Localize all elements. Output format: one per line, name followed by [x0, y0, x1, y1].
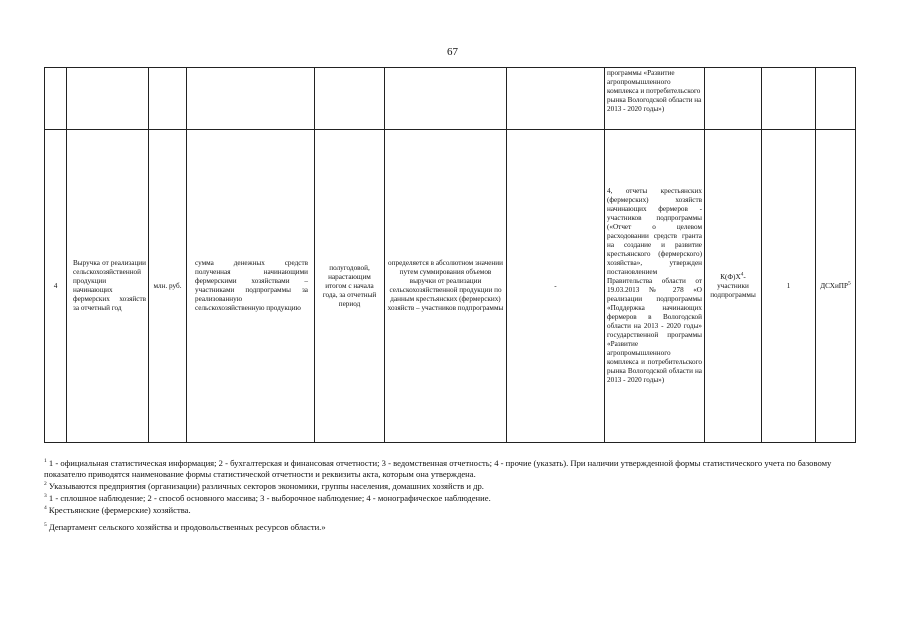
cell-code-empty — [762, 68, 816, 130]
cell-num-empty — [45, 68, 67, 130]
footnote-3 — [44, 493, 864, 504]
footnote-2-text: Указываются предприятия (организации) различных секторов экономики, группы населения, домашних хозяйств и др. — [46, 481, 484, 491]
indicators-table — [44, 67, 856, 443]
cell-basis-tail: программы «Развитие агропромышленного комплекса и потребительского рынка Вологодской области на 2013 - 2020 годы») — [605, 68, 705, 130]
cell-row-number: 4 — [45, 130, 67, 443]
cell-unit-empty — [149, 68, 187, 130]
cell-method-code: 1 — [762, 130, 816, 443]
cell-population — [705, 130, 762, 443]
footnote-1 — [44, 458, 864, 479]
cell-indicator-name: Выручка от реализации сельскохозяйственной продукции начинающих фермерских хозяйств за отчетный год — [67, 130, 149, 443]
cell-data-basis: 4, отчеты крестьянских (фермерских) хозяйств начинающих фермеров - участников подпрограммы («Отчет о целевом расходовании средств гранта на создание и развитие крестьянского (фермерского) хозяйства», утвержден постановлением Правительства области от 19.03.2013 № 278 «О реализации подпрограммы «Поддержка начинающих фермеров в Вологодской области на 2013 - 2020 годы» государственной программы «Развитие агропромышленного комплекса и потребительского рынка Вологодской области на 2013 - 2020 годы») — [605, 130, 705, 443]
responsible-text: ДСХиПР — [820, 281, 848, 290]
cell-definition: сумма денежных средств полученная начинающими фермерскими хозяйствами – участниками подпрограммы за реализованную сельскохозяйственную продукцию — [187, 130, 315, 443]
cell-responsible-empty — [816, 68, 856, 130]
footnote-5-marker: 5 — [44, 522, 47, 529]
footnote-5-text: Департамент сельского хозяйства и продовольственных ресурсов области.» — [46, 522, 326, 532]
footnote-2-marker: 2 — [44, 481, 47, 488]
responsible-footnote-ref: 5 — [848, 280, 851, 287]
footnote-1-text: 1 - официальная статистическая информация; 2 - бухгалтерская и финансовая отчетности; 3 - ведомственная отчетность; 4 - прочие (указать). При наличии утвержденной формы статистического учета по базовому показателю приводятся наименование формы статистической отчетности и реквизиты акта, которым она утверждена. — [44, 458, 832, 479]
footnote-5 — [44, 522, 864, 533]
footnote-3-marker: 3 — [44, 493, 47, 500]
cell-population-empty — [705, 68, 762, 130]
cell-periodicity-empty — [315, 68, 385, 130]
population-footnote-ref: 4 — [740, 271, 744, 278]
table-row-continuation — [45, 68, 856, 130]
cell-responsible — [816, 130, 856, 443]
cell-empty-col: - — [507, 130, 605, 443]
population-text: К(Ф)Х — [720, 272, 741, 281]
footnote-4 — [44, 505, 864, 516]
footnote-4-marker: 4 — [44, 505, 47, 512]
cell-periodicity: полугодовой, нарастающим итогом с начала года, за отчетный период — [315, 130, 385, 443]
cell-method-empty — [385, 68, 507, 130]
page-number: 67 — [447, 46, 458, 58]
cell-empty-col-empty — [507, 68, 605, 130]
population-tail: - участники подпрограммы — [710, 272, 756, 299]
footnote-4-text: Крестьянские (фермерские) хозяйства. — [46, 505, 191, 515]
table-row-4 — [45, 130, 856, 443]
footnote-2 — [44, 481, 864, 492]
cell-calc-method: определяется в абсолютном значении путем суммирования объемов выручки от реализации сельскохозяйственной продукции по данным крестьянских (фермерских) хозяйств – участников подпрограммы — [385, 130, 507, 443]
cell-definition-empty — [187, 68, 315, 130]
cell-indicator-empty — [67, 68, 149, 130]
footnote-3-text: 1 - сплошное наблюдение; 2 - способ основного массива; 3 - выборочное наблюдение; 4 - монографическое наблюдение. — [46, 493, 491, 503]
cell-unit: млн. руб. — [149, 130, 187, 443]
footnote-1-marker: 1 — [44, 458, 47, 465]
